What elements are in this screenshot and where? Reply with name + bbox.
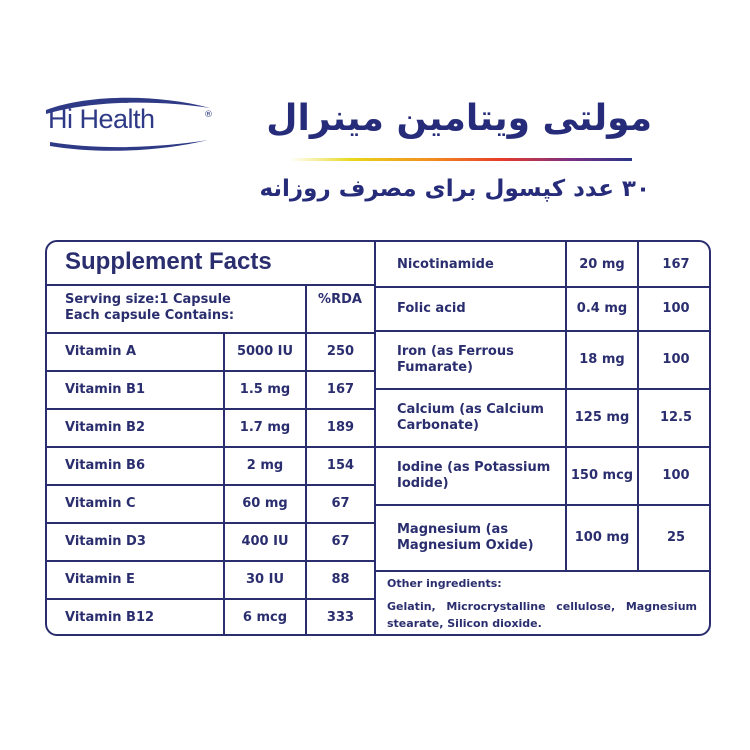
nutrient-name: Vitamin D3 (65, 534, 146, 549)
title-underline (47, 284, 374, 286)
nutrient-name-line: Magnesium (as (397, 522, 509, 537)
nutrient-name-line: Carbonate) (397, 418, 479, 433)
nutrient-name-line: Magnesium Oxide) (397, 538, 534, 553)
nutrient-amount: 150 mcg (570, 468, 634, 483)
nutrient-amount: 1.7 mg (239, 420, 291, 435)
nutrient-amount: 125 mg (574, 410, 630, 425)
registered-mark: ® (204, 110, 213, 120)
nutrient-amount: 100 mg (574, 530, 630, 545)
nutrient-amount: 20 mg (579, 257, 625, 272)
nutrient-amount: 400 IU (241, 534, 289, 549)
logo-text: Hi Health (48, 104, 155, 134)
nutrient-name: Vitamin A (65, 344, 137, 359)
nutrient-rda: 100 (662, 301, 690, 316)
nutrient-name-line: Fumarate) (397, 360, 473, 375)
right-row-line (376, 570, 711, 572)
nutrient-amount: 60 mg (242, 496, 288, 511)
nutrient-name: Nicotinamide (397, 257, 494, 272)
nutrient-rda: 250 (326, 344, 355, 359)
nutrient-rda: 154 (326, 458, 355, 473)
nutrient-name: Vitamin B1 (65, 382, 146, 397)
supplement-facts-title: Supplement Facts (65, 248, 272, 275)
nutrient-rda: 333 (326, 610, 355, 625)
nutrient-name-line: Iodine (as Potassium (397, 460, 551, 475)
nutrient-rda: 25 (666, 530, 686, 545)
product-title-persian: مولتی ویتامین مینرال (266, 98, 652, 139)
nutrient-rda: 167 (326, 382, 355, 397)
hi-health-logo (38, 96, 218, 156)
nutrient-amount: 30 IU (245, 572, 284, 587)
nutrient-name (397, 390, 565, 446)
nutrient-amount: 18 mg (579, 352, 625, 367)
center-divider (374, 242, 376, 636)
other-ingredients (387, 575, 697, 632)
nutrient-name: Vitamin B12 (65, 610, 155, 625)
other-ingredients-text: Gelatin, Microcrystalline cellulose, Magnesium stearate, Silicon dioxide. (387, 600, 697, 630)
nutrient-name-line: Calcium (as Calcium (397, 402, 544, 417)
nutrient-amount: 6 mcg (242, 610, 288, 625)
serving-size-text: Serving size:1 Capsule (65, 292, 231, 307)
supplement-facts-panel (45, 240, 711, 636)
nutrient-amount: 1.5 mg (239, 382, 291, 397)
nutrient-rda: 100 (662, 352, 690, 367)
nutrient-rda: 67 (331, 534, 350, 549)
nutrient-name-line: Iodide) (397, 476, 449, 491)
nutrient-name: Vitamin B6 (65, 458, 146, 473)
nutrient-amount: 2 mg (246, 458, 284, 473)
nutrient-amount: 5000 IU (236, 344, 294, 359)
nutrient-rda: 67 (331, 496, 350, 511)
nutrient-rda: 100 (662, 468, 690, 483)
rda-column-header: %RDA (318, 292, 362, 307)
nutrient-amount: 0.4 mg (576, 301, 628, 316)
nutrient-name: Vitamin E (65, 572, 135, 587)
nutrient-rda: 88 (331, 572, 350, 587)
nutrient-name (397, 332, 565, 388)
nutrient-name: Folic acid (397, 301, 466, 316)
other-ingredients-title: Other ingredients: (387, 577, 502, 590)
rainbow-divider (290, 158, 632, 161)
nutrient-rda: 12.5 (659, 410, 693, 425)
nutrient-name (397, 448, 565, 504)
nutrient-name-line: Iron (as Ferrous (397, 344, 514, 359)
product-subtitle-persian: ۳۰ عدد کپسول برای مصرف روزانه (259, 176, 650, 202)
nutrient-name: Vitamin B2 (65, 420, 146, 435)
capsule-contains-text: Each capsule Contains: (65, 308, 235, 323)
nutrient-name (397, 506, 565, 570)
serving-info (65, 292, 234, 324)
nutrient-rda: 189 (326, 420, 355, 435)
nutrient-rda: 167 (662, 257, 690, 272)
nutrient-name: Vitamin C (65, 496, 136, 511)
